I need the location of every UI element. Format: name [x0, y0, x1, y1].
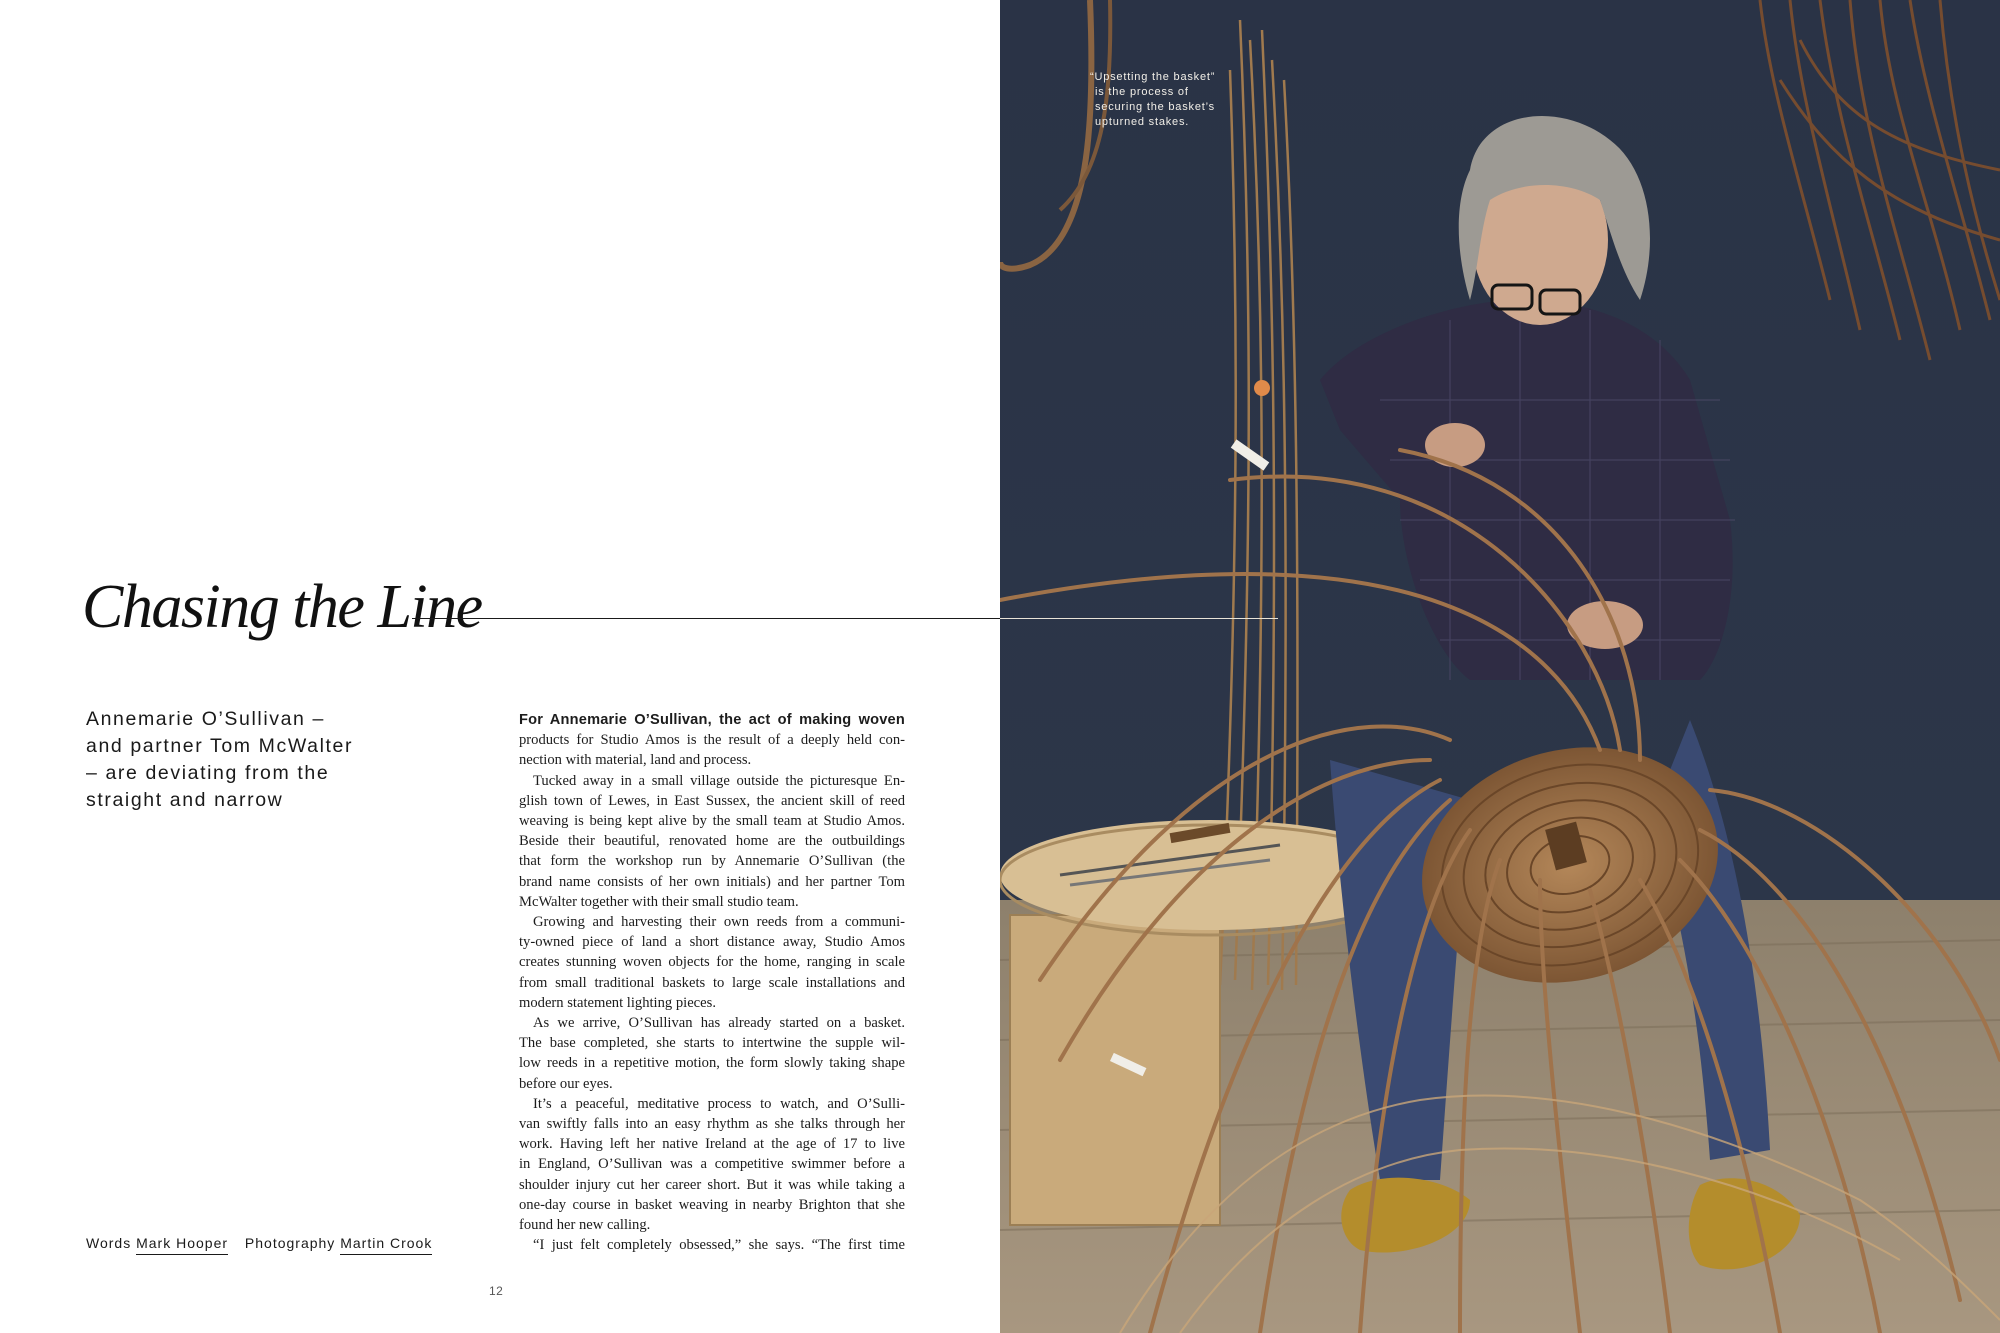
body-line: creates stunning woven objects for the home, ranging in scale — [519, 954, 905, 971]
body-line: that form the workshop run by Annemarie O’Sullivan (the — [519, 853, 905, 870]
body-line: modern statement lighting pieces. — [519, 994, 716, 1011]
body-line: shoulder injury cut her career short. But it was while taking a — [519, 1176, 905, 1193]
body-line: work. Having left her native Ireland at the age of 17 to live — [519, 1136, 905, 1153]
article-body — [519, 710, 905, 1255]
caption-line: securing the basket’s — [1095, 101, 1215, 113]
body-line: glish town of Lewes, in East Sussex, the ancient skill of reed — [519, 792, 905, 809]
lede-line: For Annemarie O’Sullivan, the act of making woven — [519, 712, 905, 728]
body-line: ty-owned piece of land a short distance away, Studio Amos — [519, 934, 905, 951]
body-line: nection with material, land and process. — [519, 752, 752, 769]
body-line: Tucked away in a small village outside the picturesque En- — [533, 772, 905, 789]
title-rule-photo-segment — [1000, 618, 1278, 619]
standfirst-line: – are deviating from the — [86, 762, 330, 784]
body-line: McWalter together with their small studio team. — [519, 893, 799, 910]
body-line: Beside their beautiful, renovated home are the outbuildings — [519, 833, 905, 850]
body-line: low reeds in a repetitive motion, the form slowly taking shape — [519, 1055, 905, 1072]
photography-label: Photography — [244, 1235, 336, 1251]
body-line: from small traditional baskets to large scale installations and — [519, 974, 905, 991]
photo-basket-weaver — [1000, 0, 2000, 1333]
photo-illustration — [1000, 0, 2000, 1333]
words-name: Mark Hooper — [136, 1235, 228, 1255]
caption-line: “Upsetting the basket” — [1090, 71, 1216, 83]
article-title: Chasing the Line — [82, 573, 482, 641]
body-line: The base completed, she starts to intertwine the supple wil- — [519, 1035, 905, 1052]
body-line: Growing and harvesting their own reeds from a communi- — [533, 914, 905, 931]
body-line: As we arrive, O’Sullivan has already started on a basket. — [533, 1015, 905, 1032]
caption-line: is the process of — [1095, 86, 1189, 98]
credits — [86, 1235, 432, 1251]
body-line: before our eyes. — [519, 1075, 613, 1092]
standfirst-line: straight and narrow — [86, 789, 284, 811]
body-line: van swiftly falls into an easy rhythm as she talks through her — [519, 1116, 905, 1133]
photography-name: Martin Crook — [340, 1235, 432, 1255]
standfirst-line: Annemarie O’Sullivan – — [86, 708, 325, 730]
words-label: Words — [86, 1235, 132, 1251]
body-line: in England, O’Sullivan was a competitive swimmer before a — [519, 1156, 905, 1173]
caption-line: upturned stakes. — [1095, 116, 1190, 128]
standfirst — [86, 706, 406, 814]
body-line: products for Studio Amos is the result of a deeply held con- — [519, 732, 905, 749]
standfirst-line: and partner Tom McWalter — [86, 735, 354, 757]
body-line: It’s a peaceful, meditative process to watch, and O’Sulli- — [533, 1095, 905, 1112]
body-line: brand name consists of her own initials) and her partner Tom — [519, 873, 905, 890]
body-line: one-day course in basket weaving in nearby Brighton that she — [519, 1196, 905, 1213]
body-line: found her new calling. — [519, 1217, 651, 1234]
page-number: 12 — [489, 1284, 504, 1298]
body-line: weaving is being kept alive by the small team at Studio Amos. — [519, 813, 905, 830]
photo-caption — [1090, 70, 1215, 130]
body-line: “I just felt completely obsessed,” she says. “The first time — [533, 1237, 905, 1254]
